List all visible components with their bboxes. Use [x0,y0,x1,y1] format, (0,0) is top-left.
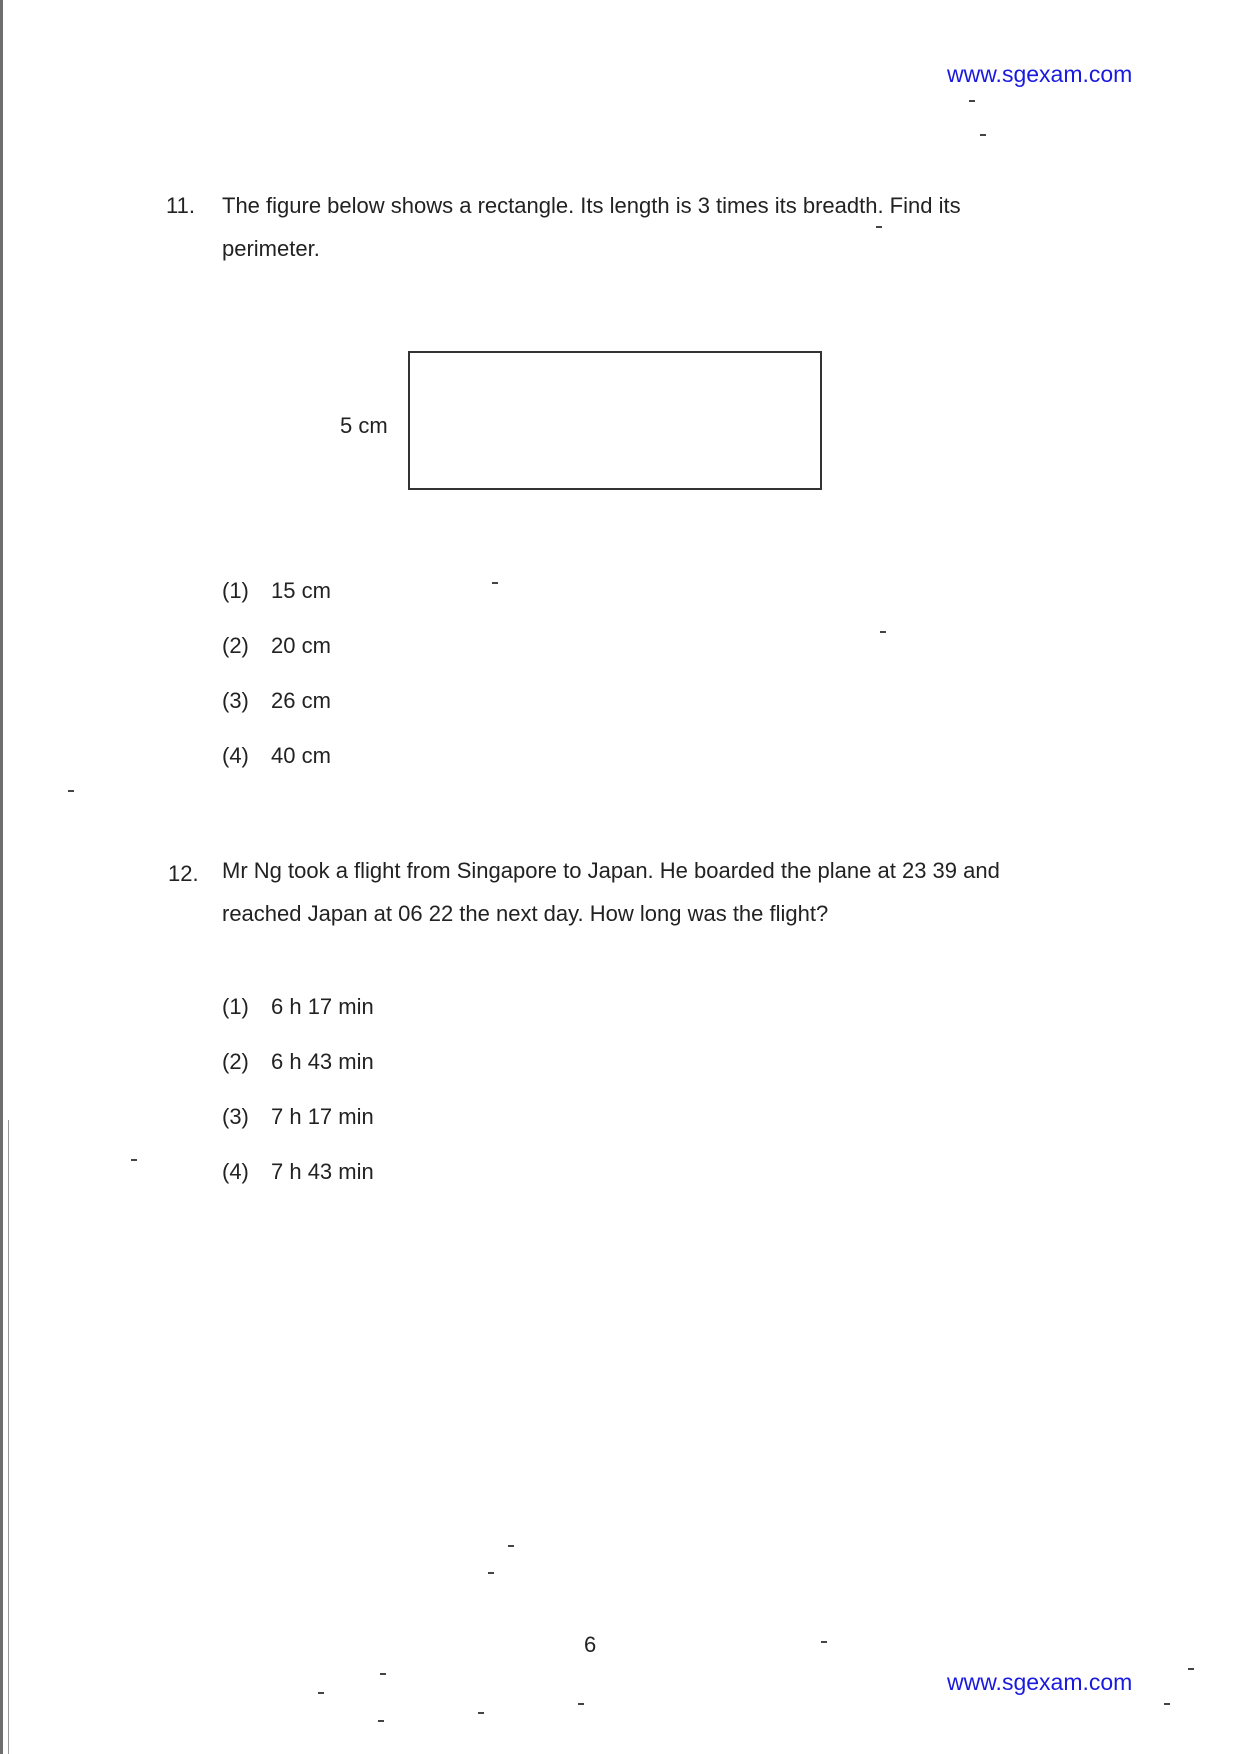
answer-options [222,578,331,798]
scan-speck [969,100,975,102]
option-number: (2) [222,633,249,658]
scan-speck [318,1692,324,1694]
option-text: 6 h 43 min [271,1049,374,1074]
scan-left-edge [0,0,3,1754]
option-number: (3) [222,688,249,713]
scan-left-edge-line [8,1120,9,1754]
answer-option[interactable] [222,1159,374,1214]
header-site-link[interactable]: www.sgexam.com [947,61,1133,87]
scan-speck [980,134,986,136]
option-text: 7 h 43 min [271,1159,374,1184]
option-text: 6 h 17 min [271,994,374,1019]
scan-speck [578,1703,584,1705]
footer-site-link[interactable]: www.sgexam.com [947,1669,1133,1695]
answer-option[interactable] [222,688,331,743]
answer-option[interactable] [222,994,374,1049]
scan-speck [880,631,886,633]
answer-options [222,994,374,1214]
answer-option[interactable] [222,743,331,798]
option-number: (4) [222,1159,249,1184]
scan-speck [1164,1703,1170,1705]
option-number: (1) [222,578,249,603]
option-number: (4) [222,743,249,768]
option-text: 26 cm [271,688,331,713]
question-text: Mr Ng took a flight from Singapore to Japan. He boarded the plane at 23 39 and reached Japan at 06 22 the next day. How long was the flight? [222,858,1000,926]
scan-speck [1188,1668,1194,1670]
question-text: The figure below shows a rectangle. Its length is 3 times its breadth. Find its perimeter. [222,193,961,261]
breadth-label: 5 cm [340,413,388,438]
answer-option[interactable] [222,1049,374,1104]
scan-speck [488,1572,494,1574]
page-number: 6 [584,1632,597,1657]
scan-speck [508,1545,514,1547]
scan-speck [68,790,74,792]
scan-speck [478,1712,484,1714]
rectangle-shape [408,351,822,490]
scan-speck [378,1720,384,1722]
answer-option[interactable] [222,633,331,688]
answer-option[interactable] [222,578,331,633]
scan-speck [492,582,498,584]
option-number: (2) [222,1049,249,1074]
scan-speck [876,226,882,228]
question-number: 11. [166,193,195,218]
answer-option[interactable] [222,1104,374,1159]
scan-speck [131,1159,137,1161]
scan-speck [821,1641,827,1643]
scan-speck [380,1673,386,1675]
option-text: 40 cm [271,743,331,768]
question-number: 12. [168,861,199,886]
option-number: (3) [222,1104,249,1129]
option-text: 20 cm [271,633,331,658]
option-text: 15 cm [271,578,331,603]
option-text: 7 h 17 min [271,1104,374,1129]
option-number: (1) [222,994,249,1019]
